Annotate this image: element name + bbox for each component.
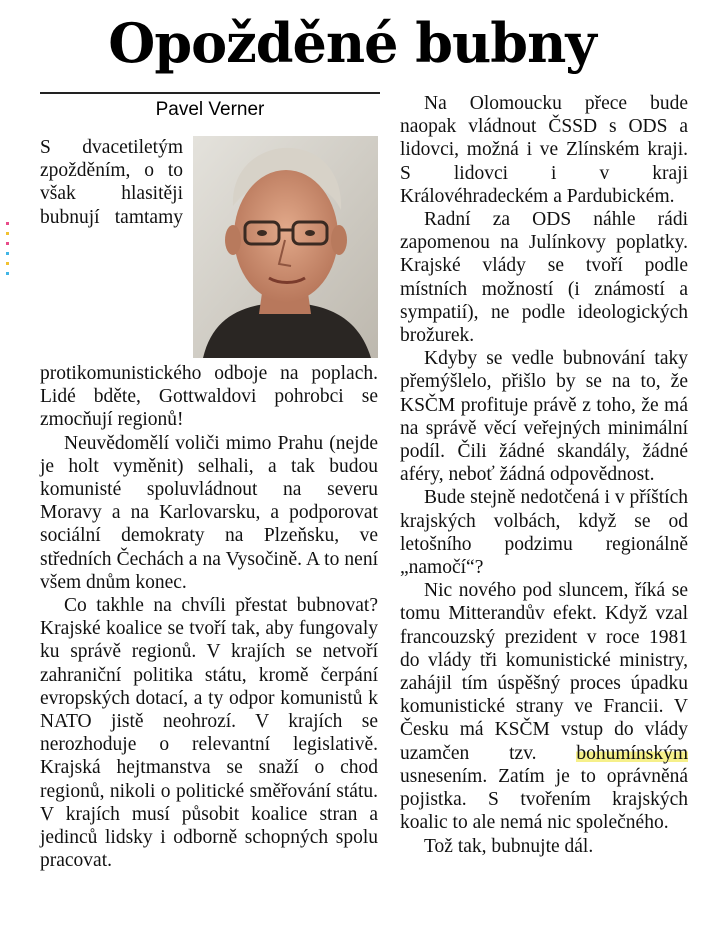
paragraph: Bude stejně nedotčená i v příštích krajských volbách, když se od letošního podzimu regionálně „namočí“? bbox=[400, 487, 688, 579]
paragraph-text: usnesením. Zatím je to oprávněná pojistka. S tvořením krajských koalic to ale nemá nic společného. bbox=[400, 765, 688, 834]
paragraph: Tož tak, bubnujte dál. bbox=[424, 835, 594, 857]
article-headline: Opožděné bubny bbox=[108, 11, 596, 75]
print-registration-marks bbox=[6, 222, 14, 278]
paragraph-with-highlight bbox=[400, 579, 688, 834]
highlighted-word: bohumínským bbox=[576, 742, 688, 764]
byline bbox=[40, 92, 380, 124]
paragraph: Radní za ODS náhle rádi zapomenou na Julínkovy poplatky. Krajské vlády se tvoří podle místních možností (i známostí a sympatií), ne podle ideologických brožurek. bbox=[400, 209, 688, 347]
paragraph: Co takhle na chvíli přestat bubnovat? Krajské koalice se tvoří tak, aby fungovaly ku správě regionů. V krajích se netvoří zahraniční politika státu, kromě čerpání evropských dotací, a ty odpor komunistů k NATO jistě neohrozí. V krajích se nerozhoduje o relevantní legislativě. Krajská hejtmanstva se snaží o chod regionů, nikoli o politické směřování státu. V krajích musí působit koalice stran a jedinců lidsky i odborně schopných spolu pracovat. bbox=[40, 595, 378, 872]
author-name: Pavel Verner bbox=[155, 99, 265, 120]
author-portrait-photo bbox=[193, 136, 378, 358]
right-column bbox=[400, 92, 688, 932]
paragraph: S dvacetiletým zpožděním, o to však hlasitěji bubnují tamtamy protikomunistického odboje na poplach. Lidé bděte, Gottwaldovi pohrobci se zmocňují regionů! bbox=[40, 137, 378, 431]
left-column bbox=[40, 136, 378, 926]
paragraph-text: Nic nového pod sluncem, říká se tomu Mitterandův efekt. Když vzal francouzský prezident v roce 1981 do vlády tři komunistické ministry, zahájil tím úspěšný proces úpadku komunistické strany ve Francii. V Česku má KSČM vstup do vlády uzamčen tzv. bbox=[400, 580, 688, 764]
paragraph: Neuvědomělí voliči mimo Prahu (nejde je holt vyměnit) selhali, a tak budou komunisté spoluvládnout na severu Moravy a na Karlovarsku, a podporovat sociální demokraty na Plzeňsku, ve středních Čechách a na Vysočině. A to není všem dnům konec. bbox=[40, 432, 378, 593]
paragraph: Kdyby se vedle bubnování taky přemýšlelo, přišlo by se na to, že KSČM profituje právě z toho, že má na správě věcí veřejných minimální podíl. Čili žádné skandály, žádné aféry, neboť žádná odpovědnost. bbox=[400, 348, 688, 486]
paragraph: Na Olomoucku přece bude naopak vládnout ČSSD s ODS a lidovci, možná i ve Zlínském kraji. S lidovci i v kraji Královéhradeckém a Pardubickém. bbox=[400, 93, 688, 207]
